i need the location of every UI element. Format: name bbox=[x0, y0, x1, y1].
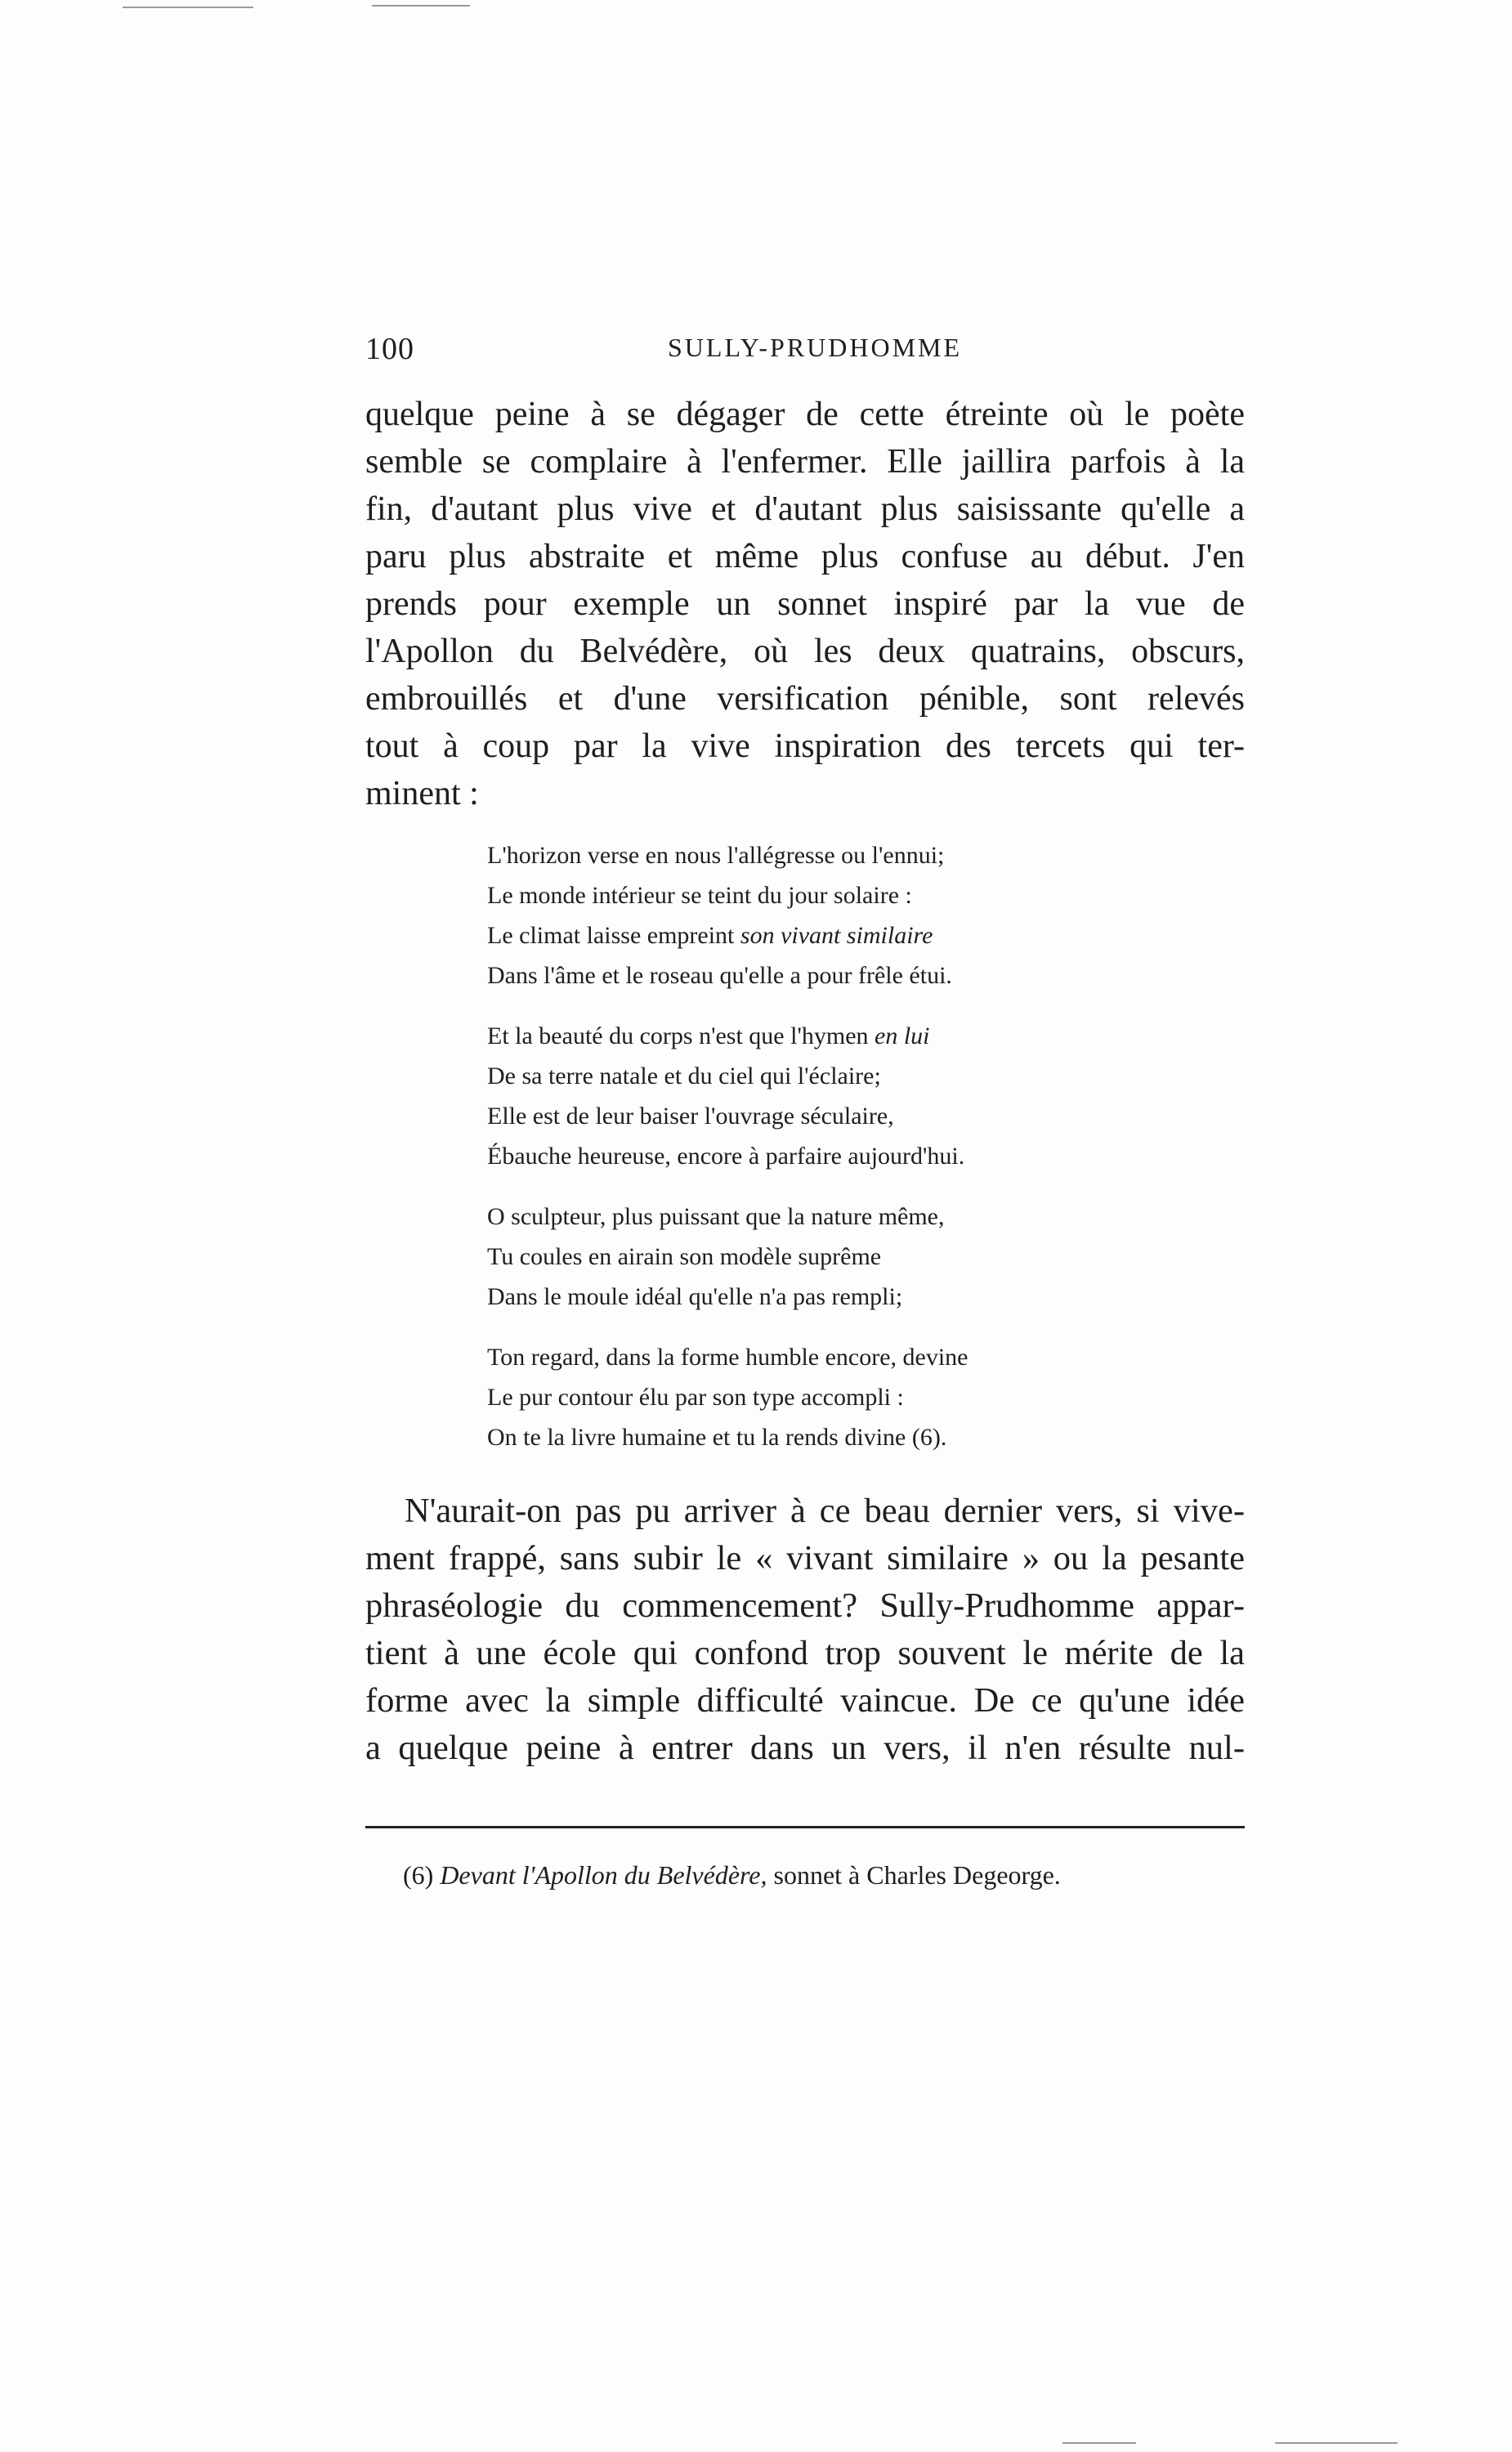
text-line: paru plus abstraite et même plus confuse au début. J'en bbox=[365, 538, 1245, 575]
text-line: minent : bbox=[365, 775, 479, 812]
text-line: l'Apollon du Belvédère, où les deux quatrains, obscurs, bbox=[365, 633, 1245, 670]
text-line: fin, d'autant plus vive et d'autant plus saisissante qu'elle a bbox=[365, 490, 1245, 528]
running-head: SULLY-PRUDHOMME bbox=[668, 333, 963, 362]
verse-italic-text: en lui bbox=[875, 1022, 930, 1049]
stanza-3 bbox=[487, 1197, 1141, 1317]
verse-line: Elle est de leur baiser l'ouvrage séculaire, bbox=[487, 1103, 894, 1130]
page-header bbox=[365, 331, 1245, 372]
verse-line: De sa terre natale et du ciel qui l'éclaire; bbox=[487, 1063, 881, 1090]
text-line: forme avec la simple difficulté vaincue. De ce qu'une idée bbox=[365, 1681, 1245, 1720]
verse-line bbox=[487, 915, 1141, 955]
verse-line: Dans l'âme et le roseau qu'elle a pour frêle étui. bbox=[487, 962, 952, 989]
footnote-divider bbox=[365, 1826, 1245, 1828]
sonnet-quotation bbox=[487, 835, 1141, 1478]
footnote-text: sonnet à Charles Degeorge. bbox=[767, 1860, 1061, 1890]
footnote-marker: (6) bbox=[403, 1860, 434, 1890]
verse-line: Le pur contour élu par son type accompli : bbox=[487, 1384, 904, 1411]
text-line: ment frappé, sans subir le « vivant similaire » ou la pesante bbox=[365, 1539, 1245, 1577]
verse-line: Tu coules en airain son modèle suprême bbox=[487, 1243, 882, 1270]
verse-line: Ton regard, dans la forme humble encore, devine bbox=[487, 1344, 968, 1371]
footnote-title: Devant l'Apollon du Belvédère, bbox=[440, 1860, 767, 1890]
text-line: semble se complaire à l'enfermer. Elle jaillira parfois à la bbox=[365, 443, 1245, 481]
verse-line: Ébauche heureuse, encore à parfaire aujourd'hui. bbox=[487, 1143, 965, 1170]
text-line: prends pour exemple un sonnet inspiré par la vue de bbox=[365, 585, 1245, 623]
paragraph-1 bbox=[365, 391, 1245, 817]
verse-line: On te la livre humaine et tu la rends divine (6). bbox=[487, 1424, 947, 1451]
verse-line: Dans le moule idéal qu'elle n'a pas rempli; bbox=[487, 1283, 903, 1310]
stanza-4 bbox=[487, 1337, 1141, 1457]
text-line: quelque peine à se dégager de cette étreinte où le poète bbox=[365, 396, 1245, 433]
scan-mark-bottom bbox=[1062, 2442, 1136, 2444]
paragraph-2 bbox=[365, 1488, 1245, 1772]
scan-mark-bottom-right bbox=[1275, 2442, 1398, 2444]
footnote-6 bbox=[403, 1860, 1061, 1890]
text-line: N'aurait-on pas pu arriver à ce beau dernier vers, si vive- bbox=[405, 1492, 1245, 1530]
verse-line bbox=[487, 1016, 1141, 1056]
stanza-2 bbox=[487, 1016, 1141, 1176]
text-line: phraséologie du commencement? Sully-Prudhomme appar- bbox=[365, 1586, 1245, 1625]
verse-line: L'horizon verse en nous l'allégresse ou l'ennui; bbox=[487, 842, 945, 869]
verse-line: Le monde intérieur se teint du jour solaire : bbox=[487, 882, 912, 909]
verse-line: O sculpteur, plus puissant que la nature même, bbox=[487, 1203, 945, 1230]
verse-text: Et la beauté du corps n'est que l'hymen bbox=[487, 1022, 875, 1049]
verse-text: Le climat laisse empreint bbox=[487, 922, 740, 949]
scan-mark-top bbox=[123, 7, 253, 8]
text-line: tient à une école qui confond trop souvent le mérite de la bbox=[365, 1634, 1245, 1672]
text-line: embrouillés et d'une versification pénible, sont relevés bbox=[365, 680, 1245, 718]
scan-mark-top-right bbox=[372, 5, 470, 7]
page-number: 100 bbox=[365, 332, 414, 366]
text-line: tout à coup par la vive inspiration des tercets qui ter- bbox=[365, 727, 1245, 765]
text-line: a quelque peine à entrer dans un vers, il n'en résulte nul- bbox=[365, 1729, 1245, 1767]
verse-italic-text: son vivant similaire bbox=[740, 922, 933, 949]
stanza-1 bbox=[487, 835, 1141, 996]
